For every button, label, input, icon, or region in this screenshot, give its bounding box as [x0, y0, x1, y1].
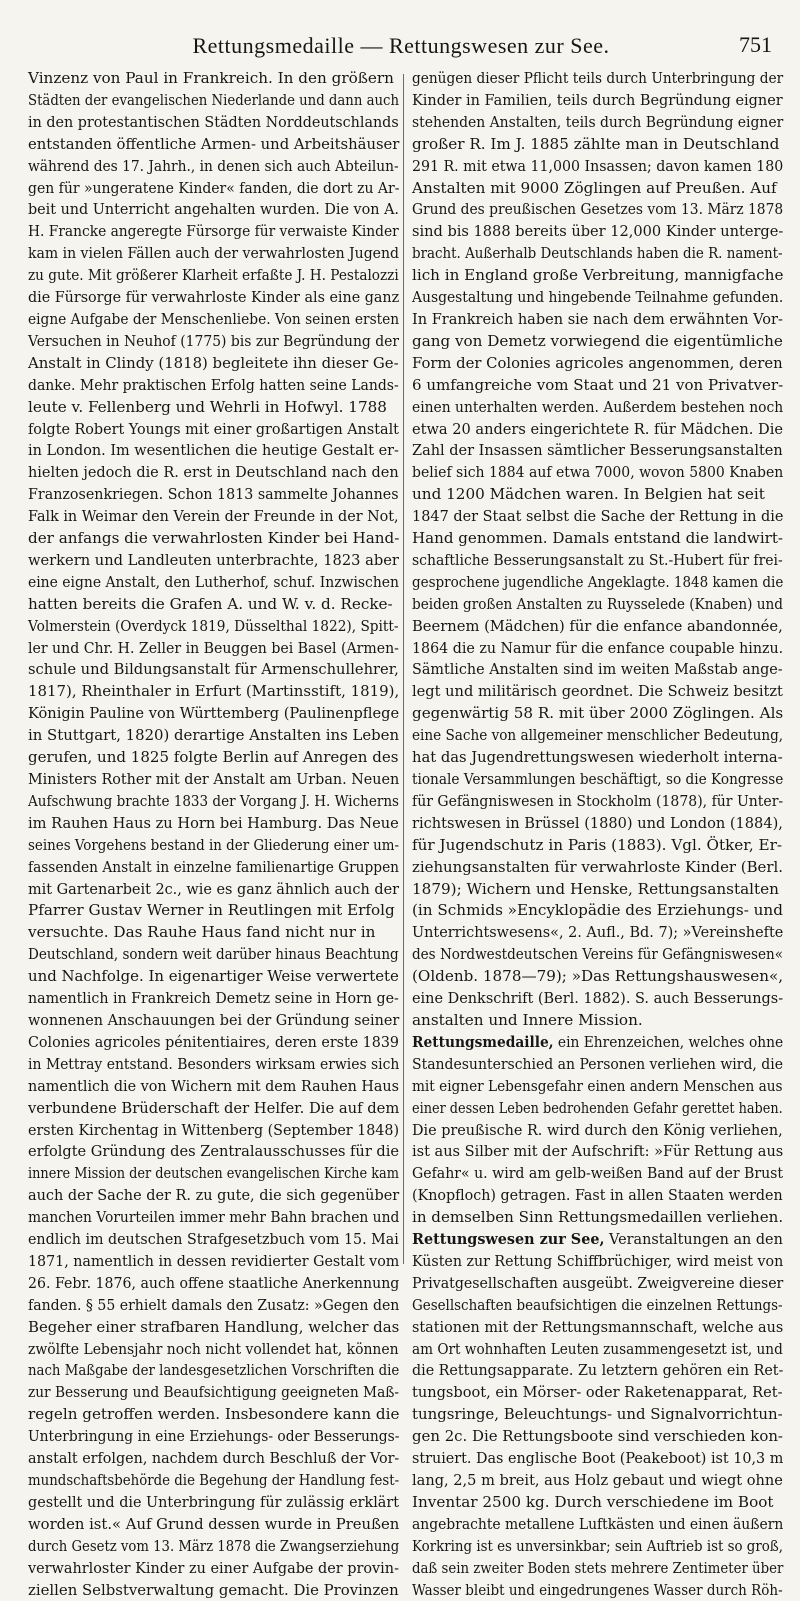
column-divider: [403, 74, 404, 1264]
text-line: Inventar 2500 kg. Durch verschiedene im Boot: [412, 1492, 774, 1511]
text-line: großer R. Im J. 1885 zählte man in Deutschland: [412, 134, 780, 153]
left-column: [28, 68, 399, 1601]
text-line: (in Schmids »Encyklopädie des Erziehungs- und: [412, 901, 783, 920]
text-line: hatten bereits die Grafen A. und W. v. d. Recke-: [28, 594, 393, 613]
text-line: 6 umfangreiche vom Staat und 21 von Privatver-: [412, 375, 784, 394]
text-line: des Nordwestdeutschen Vereins für Gefängniswesen«: [412, 945, 784, 964]
text-line: Wasser bleibt und eingedrungenes Wasser durch Röh-: [412, 1580, 783, 1599]
text-line: legt und militärisch geordnet. Die Schweiz besitzt: [412, 682, 783, 701]
text-line: nach Maßgabe der landesgesetzlichen Vorschriften die: [28, 1361, 400, 1380]
right-column: [412, 68, 783, 1601]
text-line: struiert. Das englische Boot (Peakeboot) ist 10,3 m: [412, 1449, 784, 1468]
text-line: einen unterhalten werden. Außerdem bestehen noch: [412, 397, 784, 416]
text-line: genügen dieser Pflicht teils durch Unterbringung der: [412, 69, 784, 87]
text-line: 1879); Wichern und Henske, Rettungsanstalten: [412, 879, 779, 898]
text-line: gesprochene jugendliche Angeklagte. 1848 kamen die: [412, 572, 784, 591]
text-line: gerufen, und 1825 folgte Berlin auf Anregen des: [28, 748, 399, 767]
text-line: gen 2c. Die Rettungsboote sind verschieden kon-: [412, 1427, 783, 1446]
text-line: tungsboot, ein Mörser- oder Raketenapparat, Ret-: [412, 1383, 783, 1402]
text-line: Deutschland, sondern weit darüber hinaus Beachtung: [28, 945, 399, 964]
text-line: ziehungsanstalten für verwahrloste Kinder (Berl.: [412, 857, 783, 876]
text-line: Städten der evangelischen Niederlande und dann auch: [28, 90, 400, 109]
text-line: mit eigner Lebensgefahr einen andern Menschen aus: [412, 1076, 783, 1095]
text-line: eine Denkschrift (Berl. 1882). S. auch Besserungs-: [412, 989, 784, 1008]
text-line: manchen Vorurteilen immer mehr Bahn brachen und: [28, 1208, 400, 1227]
text-line: (Oldenb. 1878—79); »Das Rettungshauswesen«,: [412, 967, 784, 986]
text-line: in den protestantischen Städten Norddeutschlands: [28, 112, 399, 131]
text-line: eigne Aufgabe der Menschenliebe. Von seinen ersten: [28, 309, 400, 328]
text-line: In Frankreich haben sie nach dem erwähnten Vor-: [412, 309, 783, 328]
text-line: Anstalten mit 9000 Zöglingen auf Preußen. Auf: [412, 178, 777, 197]
text-line: zwölfte Lebensjahr noch nicht vollendet hat, können: [28, 1339, 399, 1358]
text-line: am Ort wohnhaften Leuten zusammengesetzt ist, und: [412, 1339, 783, 1358]
text-line: 1847 der Staat selbst die Sache der Rettung in die: [412, 507, 784, 526]
text-line: Franzosenkriegen. Schon 1813 sammelte Johannes: [28, 485, 399, 504]
text-line: Falk in Weimar den Verein der Freunde in der Not,: [28, 507, 399, 526]
text-line: 1871, namentlich in dessen revidierter Gestalt vom: [28, 1251, 400, 1270]
text-line: Grund des preußischen Gesetzes vom 13. März 1878: [412, 200, 784, 219]
text-line: leute v. Fellenberg und Wehrli in Hofwyl. 1788: [28, 397, 387, 416]
entry-lemma: Rettungsmedaille,: [412, 1032, 554, 1051]
text-line: 26. Febr. 1876, auch offene staatliche Anerkennung: [28, 1273, 400, 1292]
text-line: durch Gesetz vom 13. März 1878 die Zwangserziehung: [28, 1536, 400, 1555]
text-line: Begeher einer strafbaren Handlung, welcher das: [28, 1317, 400, 1336]
continued-article: [412, 68, 783, 1032]
running-head: Rettungsmedaille — Rettungswesen zur See.: [192, 33, 610, 58]
text-line: Gesellschaften beaufsichtigen die einzelnen Rettungs-: [412, 1295, 783, 1314]
text-line: anstalten und Innere Mission.: [412, 1010, 643, 1029]
text-line: Zahl der Insassen sämtlicher Besserungsanstalten: [412, 441, 783, 460]
text-line: fassenden Anstalt in einzelne familienartige Gruppen: [28, 857, 400, 876]
text-line: die Fürsorge für verwahrloste Kinder als eine ganz: [28, 288, 400, 307]
text-line: Unterbringung in eine Erziehungs- oder Besserungs-: [28, 1427, 400, 1446]
text-line: Privatgesellschaften ausgeübt. Zweigvereine dieser: [412, 1273, 784, 1292]
text-line: und Nachfolge. In eigenartiger Weise verwertete: [28, 967, 399, 986]
text-line: für Jugendschutz in Paris (1883). Vgl. Ötker, Er-: [412, 835, 782, 854]
text-line: gen für »ungeratene Kinder« fanden, die dort zu Ar-: [28, 178, 400, 197]
text-line: ler und Chr. H. Zeller in Beuggen bei Basel (Armen-: [28, 638, 399, 657]
text-line: verbundene Brüderschaft der Helfer. Die auf dem: [28, 1098, 400, 1117]
text-line: in London. Im wesentlichen die heutige Gestalt er-: [28, 441, 399, 460]
text-line: namentlich die von Wichern mit dem Rauhen Haus: [28, 1076, 400, 1095]
text-line: Königin Pauline von Württemberg (Paulinenpflege: [28, 704, 400, 723]
entry-first-line-text: ein Ehrenzeichen, welches ohne: [553, 1032, 784, 1051]
text-line: entstanden öffentliche Armen- und Arbeitshäuser: [28, 134, 400, 153]
text-line: mundschaftsbehörde die Begehung der Handlung fest-: [28, 1471, 400, 1489]
text-line: die Rettungsapparate. Zu letztern gehören ein Ret-: [412, 1361, 784, 1380]
entry-first-line: [412, 1032, 784, 1054]
text-line: 291 R. mit etwa 11,000 Insassen; davon kamen 180: [412, 156, 784, 175]
page-number: 751: [739, 32, 772, 57]
text-line: (Knopfloch) getragen. Fast in allen Staaten werden: [412, 1186, 783, 1205]
text-line: richtswesen in Brüssel (1880) und London (1884),: [412, 813, 783, 832]
text-line: Beernem (Mädchen) für die enfance abandonnée,: [412, 616, 783, 635]
text-line: ist aus Silber mit der Aufschrift: »Für Rettung aus: [412, 1142, 784, 1161]
text-line: endlich im deutschen Strafgesetzbuch vom 15. Mai: [28, 1230, 399, 1249]
text-line: zu gute. Mit größerer Klarheit erfaßte J. H. Pestalozzi: [28, 266, 399, 285]
entry-body: [412, 1251, 783, 1601]
text-line: Standesunterschied an Personen verliehen wird, die: [412, 1054, 783, 1073]
text-line: innere Mission der deutschen evangelischen Kirche kam: [28, 1164, 399, 1183]
text-line: sind bis 1888 bereits über 12,000 Kinder unterge-: [412, 222, 784, 241]
text-line: zur Besserung und Beaufsichtigung geeigneten Maß-: [28, 1383, 400, 1402]
text-line: hielten jedoch die R. erst in Deutschland nach den: [28, 463, 399, 482]
text-line: lang, 2,5 m breit, aus Holz gebaut und wiegt ohne: [412, 1471, 783, 1489]
text-line: in Mettray entstand. Besonders wirksam erwies sich: [28, 1054, 400, 1073]
text-line: Vinzenz von Paul in Frankreich. In den größern: [28, 69, 394, 87]
text-line: anstalt erfolgen, nachdem durch Beschluß der Vor-: [28, 1449, 400, 1468]
text-line: fanden. § 55 erhielt damals den Zusatz: »Gegen den: [28, 1295, 400, 1314]
text-line: Kinder in Familien, teils durch Begründung eigner: [412, 90, 783, 109]
text-line: werkern und Landleuten unterbrachte, 1823 aber: [28, 550, 399, 569]
text-line: angebrachte metallene Luftkästen und einen äußern: [412, 1514, 784, 1533]
entry-rettungswesen-zur-see: [412, 1229, 783, 1601]
entry-first-line: [412, 1229, 783, 1251]
text-line: Küsten zur Rettung Schiffbrüchiger, wird meist von: [412, 1251, 784, 1270]
text-line: versuchte. Das Rauhe Haus fand nicht nur in: [28, 923, 376, 942]
text-line: einer dessen Leben bedrohenden Gefahr gerettet haben.: [412, 1098, 783, 1117]
text-line: regeln getroffen werden. Insbesondere kann die: [28, 1405, 400, 1424]
text-line: Colonies agricoles pénitentiaires, deren erste 1839: [28, 1032, 399, 1051]
text-line: und 1200 Mädchen waren. In Belgien hat seit: [412, 485, 765, 504]
text-line: Korkring ist es unversinkbar; sein Auftrieb ist so groß,: [412, 1536, 783, 1555]
text-line: in demselben Sinn Rettungsmedaillen verliehen.: [412, 1208, 784, 1227]
text-line: gestellt und die Unterbringung für zulässig erklärt: [28, 1492, 400, 1511]
text-line: folgte Robert Youngs mit einer großartigen Anstalt: [28, 419, 399, 438]
text-line: Pfarrer Gustav Werner in Reutlingen mit Erfolg: [28, 901, 395, 920]
text-line: der anfangs die verwahrlosten Kinder bei Hand-: [28, 529, 400, 548]
text-line: schule und Bildungsanstalt für Armenschullehrer,: [28, 660, 399, 679]
text-line: im Rauhen Haus zu Horn bei Hamburg. Das Neue: [28, 813, 399, 832]
text-line: stationen mit der Rettungsmannschaft, welche aus: [412, 1317, 784, 1336]
text-line: lich in England große Verbreitung, mannigfache: [412, 266, 784, 285]
entry-lemma: Rettungswesen zur See,: [412, 1230, 605, 1249]
text-line: bracht. Außerhalb Deutschlands haben die R. nament-: [412, 244, 783, 263]
text-line: H. Francke angeregte Fürsorge für verwaiste Kinder: [28, 222, 399, 241]
text-line: tungsringe, Beleuchtungs- und Signalvorrichtun-: [412, 1405, 783, 1424]
text-line: Form der Colonies agricoles angenommen, deren: [412, 353, 783, 372]
entry-first-line-text: Veranstaltungen an den: [604, 1230, 783, 1249]
text-line: hat das Jugendrettungswesen wiederholt interna-: [412, 748, 783, 767]
text-line: Volmerstein (Overdyck 1819, Düsselthal 1822), Spitt-: [28, 616, 399, 635]
text-line: in Stuttgart, 1820) derartige Anstalten ins Leben: [28, 726, 400, 745]
text-line: Anstalt in Clindy (1818) begleitete ihn dieser Ge-: [28, 353, 399, 372]
text-line: seines Vorgehens bestand in der Gliederung einer um-: [28, 835, 400, 854]
text-line: Aufschwung brachte 1833 der Vorgang J. H. Wicherns: [28, 791, 399, 810]
text-line: Gefahr« u. wird am gelb-weißen Band auf der Brust: [412, 1164, 784, 1183]
text-line: worden ist.« Auf Grund dessen wurde in Preußen: [28, 1514, 400, 1533]
text-line: Ministers Rother mit der Anstalt am Urban. Neuen: [28, 770, 400, 788]
text-line: daß sein zweiter Boden stets mehrere Zentimeter über: [412, 1558, 784, 1577]
text-line: 1817), Rheinthaler in Erfurt (Martinsstift, 1819),: [28, 682, 400, 701]
text-line: während des 17. Jahrh., in denen sich auch Abteilun-: [28, 156, 399, 175]
text-line: 1864 die zu Namur für die enfance coupable hinzu.: [412, 638, 784, 657]
text-line: etwa 20 anders eingerichtete R. für Mädchen. Die: [412, 419, 783, 438]
text-line: namentlich in Frankreich Demetz seine in Horn ge-: [28, 989, 399, 1008]
text-line: ziellen Selbstverwaltung gemacht. Die Provinzen: [28, 1580, 399, 1599]
entry-rettungsmedaille: [412, 1032, 783, 1229]
text-line: kam in vielen Fällen auch der verwahrlosten Jugend: [28, 244, 399, 263]
text-line: Hand genommen. Damals entstand die landwirt-: [412, 529, 783, 548]
text-line: wonnenen Anschauungen bei der Gründung seiner: [28, 1010, 400, 1029]
text-line: ersten Kirchentag in Wittenberg (September 1848): [28, 1120, 400, 1139]
text-line: beit und Unterricht angehalten wurden. Die von A.: [28, 200, 399, 219]
text-line: belief sich 1884 auf etwa 7000, wovon 5800 Knaben: [412, 463, 784, 482]
text-line: schaftliche Besserungsanstalt zu St.-Hubert für frei-: [412, 550, 783, 569]
text-line: eine Sache von allgemeiner menschlicher Bedeutung,: [412, 726, 784, 745]
text-line: danke. Mehr praktischen Erfolg hatten seine Lands-: [28, 375, 399, 394]
text-line: beiden großen Anstalten zu Ruysselede (Knaben) und: [412, 594, 783, 613]
text-line: auch der Sache der R. zu gute, die sich gegenüber: [28, 1186, 400, 1205]
text-line: Die preußische R. wird durch den König verliehen,: [412, 1120, 783, 1139]
text-line: Unterrichtswesens«, 2. Aufl., Bd. 7); »Vereinshefte: [412, 923, 784, 942]
text-line: mit Gartenarbeit 2c., wie es ganz ähnlich auch der: [28, 879, 399, 898]
text-line: tionale Versammlungen beschäftigt, so die Kongresse: [412, 770, 784, 788]
text-line: Versuchen in Neuhof (1775) bis zur Begründung der: [28, 331, 400, 350]
page-header: [28, 26, 774, 66]
text-line: eine eigne Anstalt, den Lutherhof, schuf. Inzwischen: [28, 572, 399, 591]
text-line: erfolgte Gründung des Zentralausschusses für die: [28, 1142, 400, 1161]
text-line: Ausgestaltung und hingebende Teilnahme gefunden.: [412, 288, 784, 307]
text-line: stehenden Anstalten, teils durch Begründung eigner: [412, 112, 784, 131]
text-line: Sämtliche Anstalten sind im weiten Maßstab ange-: [412, 660, 783, 679]
text-line: gang von Demetz vorwiegend die eigentümliche: [412, 331, 783, 350]
text-line: für Gefängniswesen in Stockholm (1878), für Unter-: [412, 791, 784, 810]
entry-body: [412, 1054, 783, 1229]
text-line: gegenwärtig 58 R. mit über 2000 Zöglingen. Als: [412, 704, 784, 723]
text-line: verwahrloster Kinder zu einer Aufgabe der provin-: [28, 1558, 399, 1577]
